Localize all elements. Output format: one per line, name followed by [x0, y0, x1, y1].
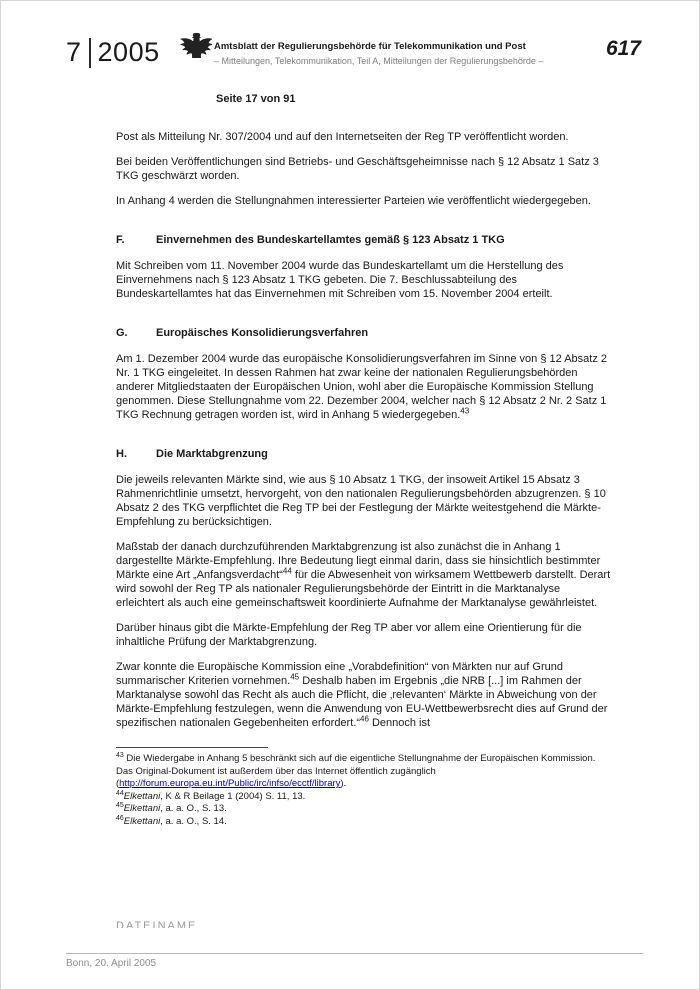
paragraph-geschaeftsgeheimnisse: Bei beiden Veröffentlichungen sind Betriebs- und Geschäftsgeheimnisse nach § 12 Absatz 1 Satz 3 TKG geschwärzt worden.	[116, 156, 599, 182]
section-label: G.	[116, 327, 128, 339]
section-label: H.	[116, 448, 127, 460]
paragraph-konsolidierungsverfahren	[116, 352, 611, 422]
federal-eagle-icon	[178, 31, 212, 66]
paragraph-anhang4: In Anhang 4 werden die Stellungnahmen interessierter Parteien wie veröffentlicht wiedergegeben.	[116, 195, 591, 207]
gazette-subtitle: – Mitteilungen, Telekommunikation, Teil A, Mitteilungen der Regulierungsbehörde –	[214, 56, 544, 66]
footnote-author: Elkettani	[123, 790, 161, 802]
footnote-number: 44	[116, 789, 124, 797]
footnote-number: 45	[116, 801, 124, 809]
footnotes-section	[116, 747, 611, 828]
paragraph-text: Maßstab der danach durchzuführenden Marktabgrenzung ist also zunächst die in Anhang 1 dargestellte Märkte-Empfehlung. Ihre Bedeutung liegt einmal darin, dass sie hinsichtlich bestimmter Märkte eine Art „Anfangsverdacht“	[116, 541, 601, 581]
paragraph-massstab	[116, 540, 611, 610]
paragraph-text: Zwar konnte die Europäische Kommission eine „Vorabdefinition“ von Märkten nur auf Grund summarischer Kriterien vornehmen.	[116, 661, 563, 687]
footnote-43	[116, 753, 611, 791]
section-title: Europäisches Konsolidierungsverfahren	[156, 327, 369, 339]
footnote-ref-44: 44	[282, 566, 292, 576]
issue-block	[66, 37, 160, 68]
cutoff-placeholder-text: DATEINAME	[116, 920, 198, 928]
paragraph-relevante-maerkte: Die jeweils relevanten Märkte sind, wie aus § 10 Absatz 1 TKG, der insoweit Artikel 15 Absatz 3 Rahmenrichtlinie umsetzt, hervorgeht, von den nationalen Regulierungsbehörden abzugrenzen. § 10 Absatz 2 des TKG verpflichtet die Reg TP bei der Festlegung der Märkte weitestgehend die Märkte-Empfehlung zu berücksichtigen.	[116, 474, 606, 528]
paragraph-bundeskartellamt: Mit Schreiben vom 11. November 2004 wurde das Bundeskartellamt um die Herstellung des Einvernehmens nach § 123 Absatz 1 TKG gebeten. Die 7. Beschlussabteilung des Bundeskartellamtes hat das Einvernehmen mit Schreiben vom 15. November 2004 erteilt.	[116, 260, 564, 300]
section-title: Die Marktabgrenzung	[156, 448, 268, 460]
paragraph-text: Dennoch ist	[368, 717, 431, 729]
section-title: Einvernehmen des Bundeskartellamtes gemäß § 123 Absatz 1 TKG	[156, 234, 505, 246]
footnote-text: , a. a. O., S. 13.	[160, 803, 227, 814]
footnote-separator-rule	[116, 747, 268, 748]
footnote-text: ).	[340, 778, 347, 789]
paragraph-vorabdefinition	[116, 660, 611, 730]
footnote-46	[116, 816, 611, 829]
footnote-ref-46: 46	[360, 714, 369, 724]
paragraph-orientierung: Darüber hinaus gibt die Märkte-Empfehlung der Reg TP aber vor allem eine Orientierung für die inhaltliche Prüfung der Marktabgrenzung.	[116, 622, 582, 648]
footnote-ref-45: 45	[290, 672, 300, 682]
footnote-45	[116, 803, 611, 816]
issue-number: 7	[66, 37, 82, 67]
paragraph-text: Deshalb haben im Ergebnis „die NRB [...] im Rahmen der Marktanalyse sowohl das Recht als auch die Pflicht, die ‚relevanten‘ Märkte in Abweichung von der Märkte-Empfehlung festzulegen, wenn die Anwendung von EU-Wettbewerbsrecht dies auf Grund der spezifischen nationalen Gegebenheiten erfordert.“	[116, 675, 608, 729]
page-header	[66, 29, 641, 85]
masthead	[214, 41, 544, 67]
footnote-text: , a. a. O., S. 14.	[160, 815, 227, 827]
issue-year: 2005	[97, 37, 160, 67]
paragraph-text: für die Abwesenheit von wirksamem Wettbewerb darstellt. Derart wird sowohl der Reg TP als nationaler Regulierungsbehörde der Eintritt in die Marktanalyse erleichtert als auch eine gemeinschaftsweit koordinierte Aufnahme der Marktanalyse gewährleistet.	[116, 569, 611, 609]
section-label: F.	[116, 234, 125, 246]
page-marker: Seite 17 von 91	[216, 93, 296, 105]
footer-rule	[66, 953, 643, 954]
paragraph-post-mitteilung: Post als Mitteilung Nr. 307/2004 und auf den Internetseiten der Reg TP veröffentlicht worden.	[116, 131, 569, 143]
footnote-number: 43	[116, 751, 124, 759]
paragraph-text: Am 1. Dezember 2004 wurde das europäische Konsolidierungsverfahren im Sinne von § 12 Absatz 2 Nr. 1 TKG eingeleitet. In dessen Rahmen hat zwar keine der nationalen Regulierungsbehörden anderer Mitgliedstaaten der Europäischen Union, wohl aber die Europäische Kommission Stellung genommen. Diese Stellungnahme vom 22. Dezember 2004, welcher nach § 12 Absatz 2 Nr. 2 Satz 1 TKG Rechnung getragen worden ist, wird in Anhang 5 wiedergegeben.	[116, 353, 608, 421]
section-heading-h	[116, 448, 611, 460]
section-heading-g	[116, 327, 611, 339]
gazette-title: Amtsblatt der Regulierungsbehörde für Telekommunikation und Post	[214, 41, 526, 52]
footnote-text: , K & R Beilage 1 (2004) S. 11, 13.	[160, 790, 306, 802]
footnote-author: Elkettani	[123, 815, 161, 827]
footer-date: Bonn, 20. April 2005	[66, 958, 157, 969]
footnote-text: Die Wiedergabe in Anhang 5 beschränkt sich auf die eigentliche Stellungnahme der Europäischen Kommission. Das Original-Dokument ist außerdem über das Internet öffentlich zugänglich (	[116, 753, 596, 789]
issue-divider	[89, 38, 91, 68]
page-content	[116, 93, 611, 828]
footnote-hyperlink[interactable]: http://forum.europa.eu.int/Public/irc/infso/ecctf/library	[119, 778, 341, 789]
footnote-ref-43: 43	[460, 406, 470, 416]
footnote-author: Elkettani	[123, 803, 161, 814]
section-heading-f	[116, 234, 611, 246]
footnote-44	[116, 791, 611, 804]
page-number: 617	[605, 37, 641, 60]
footnote-number: 46	[116, 814, 124, 822]
